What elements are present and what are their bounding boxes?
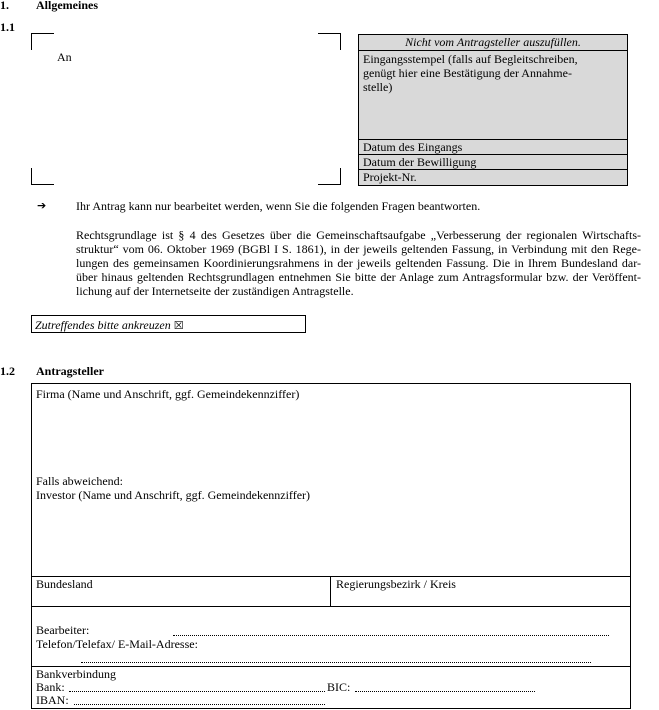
firm-field[interactable] xyxy=(32,384,630,576)
project-number-field[interactable]: Projekt-Nr. xyxy=(359,169,627,185)
section-number: 1. xyxy=(0,0,9,12)
address-window[interactable] xyxy=(31,33,341,185)
iban-input[interactable] xyxy=(74,694,325,705)
state-field[interactable] xyxy=(32,576,331,606)
bank-input[interactable] xyxy=(69,681,325,692)
bic-field-label: BIC: xyxy=(327,680,351,694)
contact-label: Telefon/Telefax/ E-Mail-Adresse: xyxy=(36,637,198,651)
bank-label: Bankverbindung xyxy=(36,667,116,681)
investor-label: Investor (Name und Anschrift, ggf. Gemeindekennziffer) xyxy=(36,488,311,502)
bic-input[interactable] xyxy=(355,681,535,692)
bank-field-label: Bank: xyxy=(36,680,65,694)
checkbox-hint-box xyxy=(31,315,306,333)
processor-input[interactable] xyxy=(173,623,609,636)
subsection-title: Antragsteller xyxy=(36,364,104,378)
applicant-table xyxy=(31,383,631,709)
corner-mark xyxy=(31,168,54,185)
legal-basis-text: Rechtsgrundlage ist § 4 des Gesetzes über die Gemeinschaftsaufgabe „Verbesserung der regionalen Wirtschafts-struktur“ vom 06. Oktober 1969 (BGBl I S. 1861), in der jeweils geltenden Fassung, in Verbindung mit den Rege-lungen des gemeinsamen Koordinierungsrahmens in der jeweils geltenden Fassung. Die in Ihrem Bundesland dar-über hinaus geltenden Rechtsgrundlagen entnehmen Sie bitte der Anlage zum Antragsformular bzw. der Veröffent-lichung auf der Internetseite der zuständigen Antragstelle. xyxy=(76,228,641,298)
corner-mark xyxy=(318,168,341,185)
subsection-number: 1.2 xyxy=(0,364,15,378)
contact-section xyxy=(32,606,630,666)
state-label: Bundesland xyxy=(36,577,93,591)
section-title: Allgemeines xyxy=(36,0,98,12)
recipient-label: An xyxy=(57,50,72,64)
firm-label: Firma (Name und Anschrift, ggf. Gemeindekennziffer) xyxy=(36,387,300,401)
office-use-header: Nicht vom Antragsteller auszufüllen. xyxy=(359,35,627,51)
iban-field-label: IBAN: xyxy=(36,693,69,707)
contact-input[interactable] xyxy=(81,650,591,663)
notice-text: Ihr Antrag kann nur bearbeitet werden, wenn Sie die folgenden Fragen beantworten. xyxy=(76,199,481,213)
date-received-field[interactable]: Datum des Eingangs xyxy=(359,139,627,155)
corner-mark xyxy=(31,33,54,50)
office-use-box xyxy=(358,34,628,186)
arrow-icon: ➔ xyxy=(37,199,47,212)
bank-section xyxy=(32,666,630,709)
date-approval-field[interactable]: Datum der Bewilligung xyxy=(359,154,627,170)
deviating-label: Falls abweichend: xyxy=(36,474,123,488)
subsection-number: 1.1 xyxy=(0,20,15,34)
district-label: Regierungsbezirk / Kreis xyxy=(336,577,456,591)
stamp-field[interactable] xyxy=(359,51,627,140)
checked-box-icon: ☒ xyxy=(173,319,184,332)
stamp-label: Eingangsstempel (falls auf Begleitschreiben, genügt hier eine Bestätigung der Annahme-stelle) xyxy=(363,52,578,94)
checkbox-hint-text: Zutreffendes bitte ankreuzen xyxy=(35,318,171,332)
district-field[interactable] xyxy=(331,576,630,606)
corner-mark xyxy=(318,33,341,50)
processor-label: Bearbeiter: xyxy=(36,623,90,637)
